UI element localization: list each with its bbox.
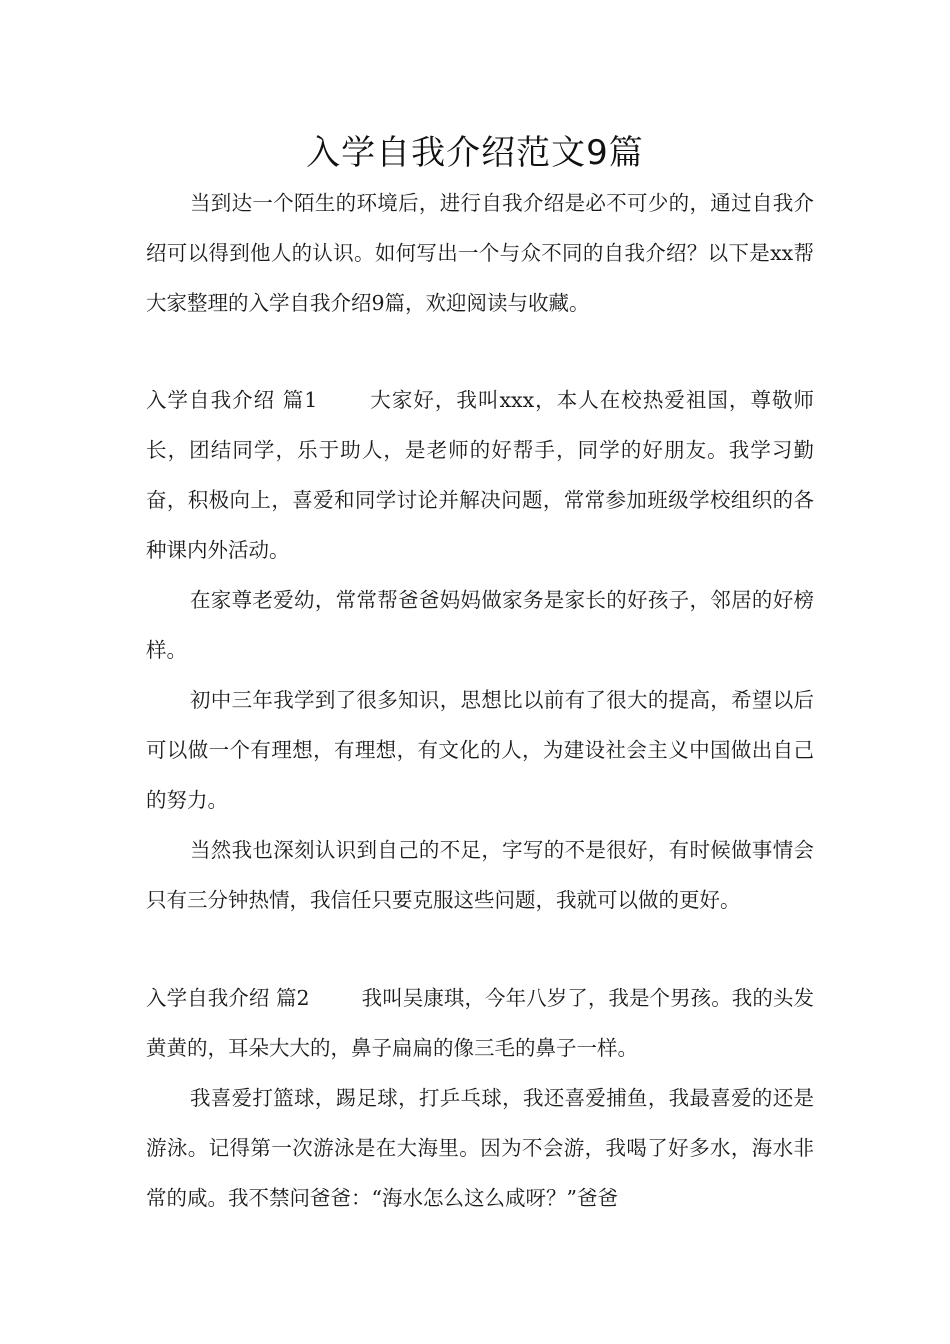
section-1-heading: 入学自我介绍 篇1 <box>146 388 318 412</box>
intro-paragraph: 当到达一个陌生的环境后，进行自我介绍是必不可少的，通过自我介绍可以得到他人的认识。如何写出一个与众不同的自我介绍？以下是xx帮大家整理的入学自我介绍9篇，欢迎阅读与收藏。 <box>146 191 814 315</box>
section-1-first-paragraph <box>146 375 814 575</box>
document-title: 入学自我介绍范文9篇 <box>306 133 644 173</box>
section-1-paragraph-4: 当然我也深刻认识到自己的不足，字写的不是很好，有时候做事情会只有三分钟热情，我信任只要克服这些问题，我就可以做的更好。 <box>146 838 814 912</box>
section-1-paragraph-2: 在家尊老爱幼，常常帮爸爸妈妈做家务是家长的好孩子，邻居的好榜样。 <box>146 588 814 662</box>
section-1-paragraph-1: 大家好，我叫xxx，本人在校热爱祖国，尊敬师长，团结同学，乐于助人，是老师的好帮手，同学的好朋友。我学习勤奋，积极向上，喜爱和同学讨论并解决问题，常常参加班级学校组织的各种课内外活动。 <box>146 388 814 562</box>
section-2-first-paragraph <box>146 973 814 1073</box>
section-2-paragraph-2: 我喜爱打篮球，踢足球，打乒乓球，我还喜爱捕鱼，我最喜爱的还是游泳。记得第一次游泳是在大海里。因为不会游，我喝了好多水，海水非常的咸。我不禁问爸爸：“海水怎么这么咸呀？”爸爸 <box>146 1086 814 1210</box>
section-2-paragraph-1: 我叫吴康琪，今年八岁了，我是个男孩。我的头发黄黄的，耳朵大大的，鼻子扁扁的像三毛的鼻子一样。 <box>146 986 814 1060</box>
section-2-heading: 入学自我介绍 篇2 <box>146 986 310 1010</box>
section-1-paragraph-3: 初中三年我学到了很多知识，思想比以前有了很大的提高，希望以后可以做一个有理想，有理想，有文化的人，为建设社会主义中国做出自己的努力。 <box>146 688 814 812</box>
